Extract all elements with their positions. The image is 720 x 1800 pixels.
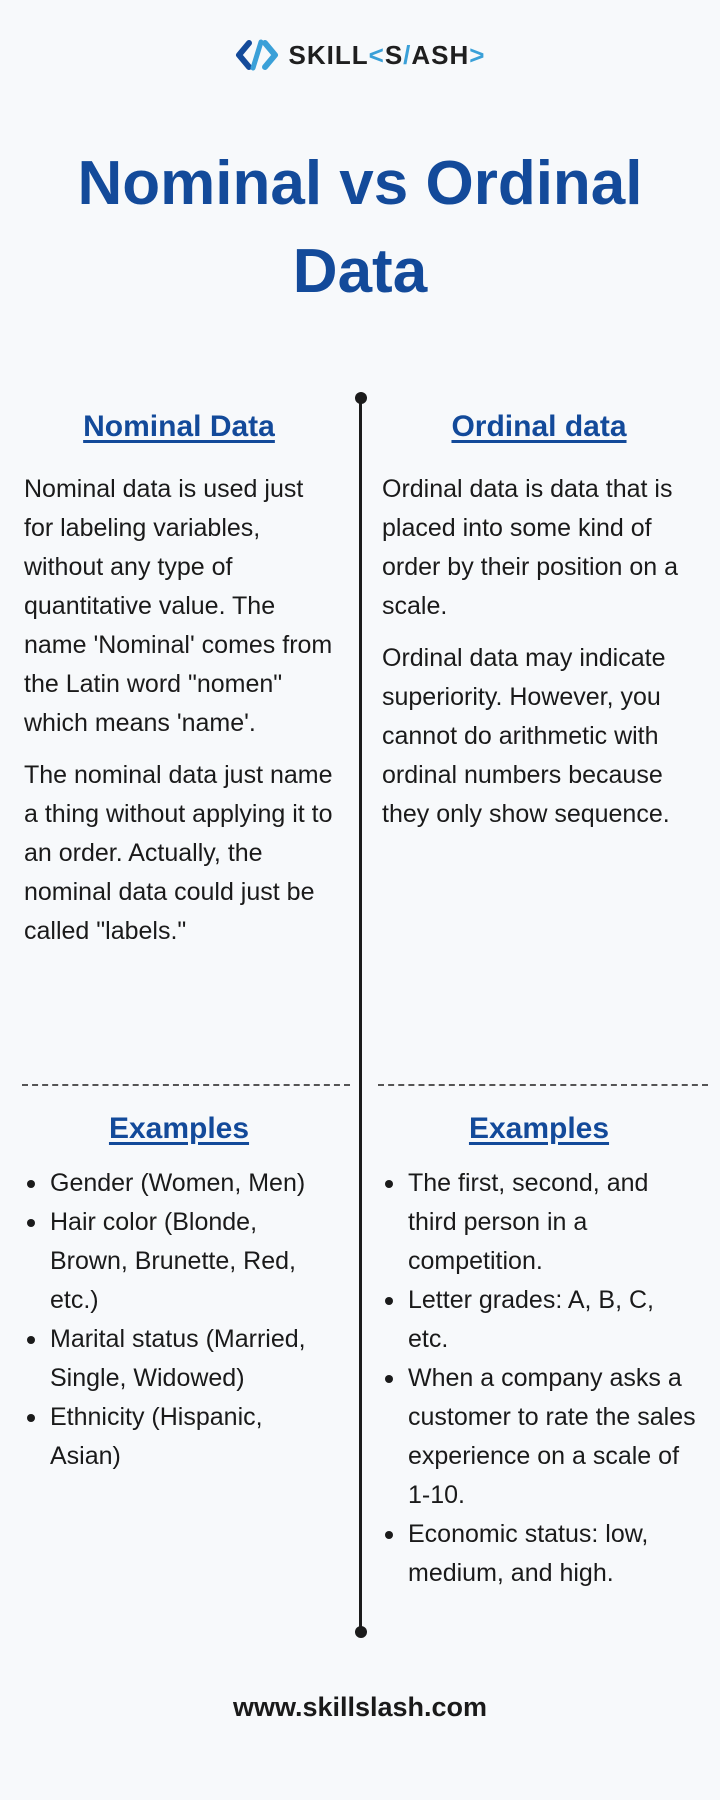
nominal-paragraph-1: Nominal data is used just for labeling variables, without any type of quantitative value. The name 'Nominal' comes from the Latin word "nomen" which means 'name'. xyxy=(24,475,333,737)
list-item: Letter grades: A, B, C, etc. xyxy=(382,1281,696,1359)
list-item: When a company asks a customer to rate the sales experience on a scale of 1-10. xyxy=(382,1359,696,1515)
brand-name: SKILL<S/ASH> xyxy=(288,39,486,70)
title-line-2: Data xyxy=(292,237,428,306)
nominal-description xyxy=(24,470,334,951)
nominal-examples xyxy=(24,1112,334,1476)
brand-header xyxy=(0,38,720,72)
title-line-1: Nominal vs Ordinal xyxy=(77,149,643,218)
center-divider xyxy=(359,398,362,1634)
nominal-paragraph-2: The nominal data just name a thing without applying it to an order. Actually, the nominal data could just be called "labels." xyxy=(24,761,333,945)
ordinal-separator xyxy=(378,1084,708,1086)
list-item: Marital status (Married, Single, Widowed) xyxy=(24,1320,334,1398)
list-item: Ethnicity (Hispanic, Asian) xyxy=(24,1398,334,1476)
ordinal-description xyxy=(382,470,696,834)
nominal-examples-heading: Examples xyxy=(108,1112,250,1145)
list-item: Economic status: low, medium, and high. xyxy=(382,1515,696,1593)
ordinal-paragraph-1: Ordinal data is data that is placed into some kind of order by their position on a scale. xyxy=(382,475,679,620)
list-item: Gender (Women, Men) xyxy=(24,1164,334,1203)
nominal-heading: Nominal Data xyxy=(83,410,275,443)
divider-bottom-dot xyxy=(355,1626,367,1638)
page-title xyxy=(40,140,680,316)
ordinal-heading: Ordinal data xyxy=(451,410,627,443)
list-item: Hair color (Blonde, Brown, Brunette, Red, etc.) xyxy=(24,1203,334,1320)
code-brackets-logo-icon xyxy=(235,38,279,72)
divider-top-dot xyxy=(355,392,367,404)
ordinal-section xyxy=(382,410,696,444)
ordinal-paragraph-2: Ordinal data may indicate superiority. However, you cannot do arithmetic with ordinal numbers because they only show sequence. xyxy=(382,644,670,828)
ordinal-examples xyxy=(382,1112,696,1593)
ordinal-examples-heading: Examples xyxy=(468,1112,610,1145)
footer-url[interactable]: www.skillslash.com xyxy=(232,1692,488,1722)
list-item: The first, second, and third person in a competition. xyxy=(382,1164,696,1281)
ordinal-examples-list xyxy=(382,1164,696,1593)
nominal-separator xyxy=(22,1084,350,1086)
nominal-examples-list xyxy=(24,1164,334,1476)
nominal-section xyxy=(24,410,334,444)
